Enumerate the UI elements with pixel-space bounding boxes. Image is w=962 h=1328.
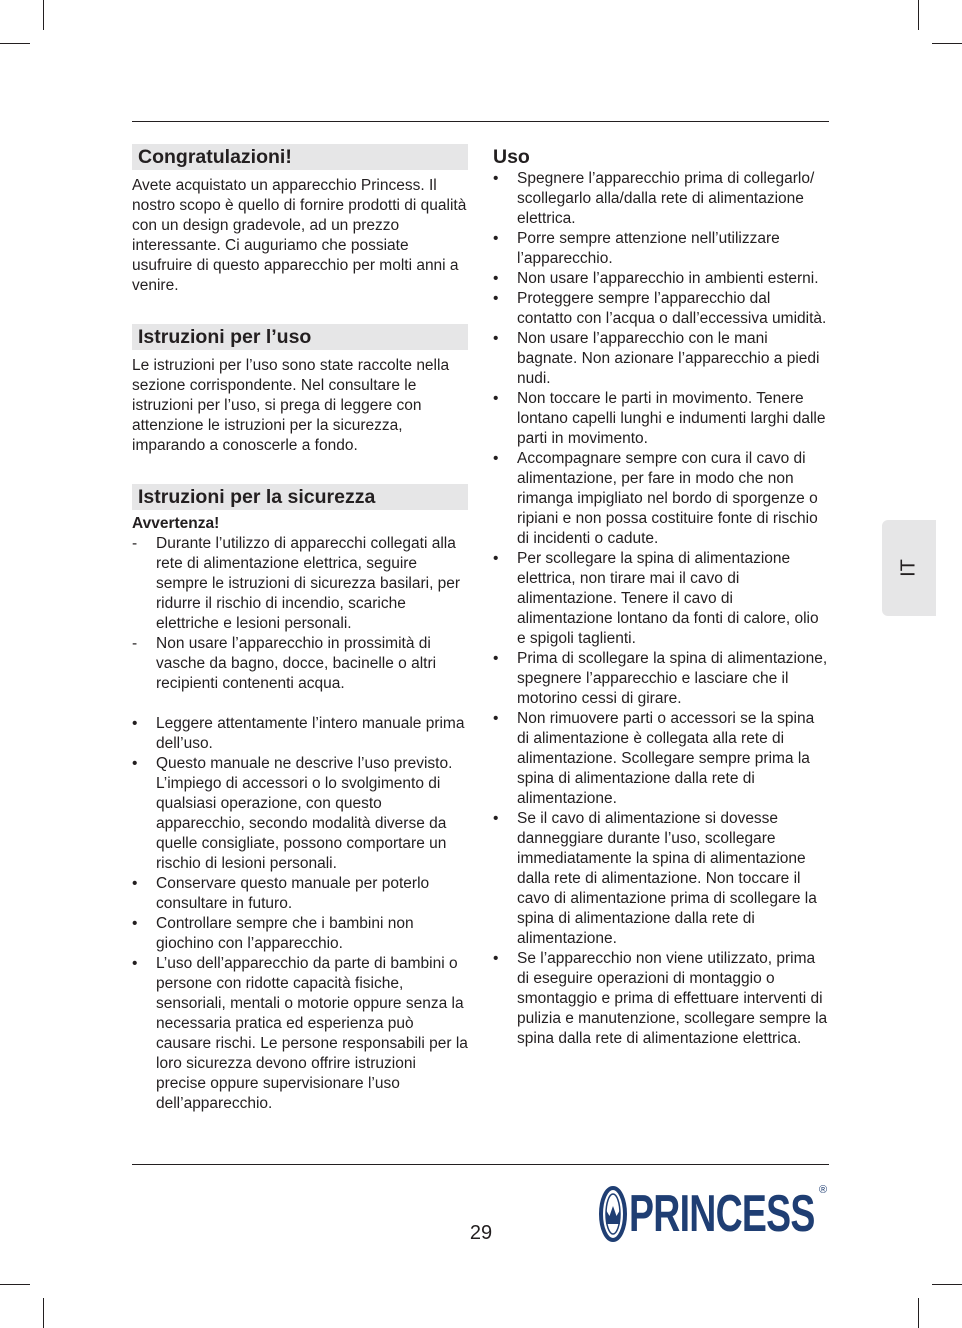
language-tab-label: IT: [897, 559, 920, 577]
crown-emblem-icon: [599, 1184, 629, 1244]
heading-congratulations: Congratulazioni!: [132, 144, 468, 170]
brand-name: PRINCESS: [629, 1185, 815, 1243]
bullet-marker: •: [132, 875, 138, 892]
congratulations-text: Avete acquistato un apparecchio Princess. Il nostro scopo è quello di fornire prodotti di qualità con un design gradevole, ad un prezzo interessante. Ci auguriamo che possiate usufruire di questo apparecchio per molti anni a venire.: [132, 177, 467, 294]
page-number: 29: [469, 1222, 493, 1244]
crop-mark: [932, 43, 962, 44]
language-tab: [882, 520, 936, 616]
list-item: • Prima di scollegare la spina di alimentazione, spegnere l’apparecchio e lasciare che il motorino cessi di girare.: [493, 650, 828, 707]
left-column: [132, 144, 468, 1114]
dash-marker: -: [132, 535, 138, 552]
list-item: • Porre sempre attenzione nell’utilizzare l’apparecchio.: [493, 230, 780, 267]
list-item: • L’uso dell’apparecchio da parte di bambini o persone con ridotte capacità fisiche, sensoriali, mentali o motorie oppure senza la necessaria pratica ed esperienza può causare rischi. Le persone responsabili per la loro sicurezza devono offrire istruzioni precise oppure supervisionare l’uso dell’apparecchio.: [132, 955, 468, 1112]
bullet-marker: •: [493, 450, 499, 467]
bullet-marker: •: [493, 270, 499, 287]
list-item: • Non toccare le parti in movimento. Tenere lontano capelli lunghi e indumenti larghi dalle parti in movimento.: [493, 390, 826, 447]
list-item: • Non rimuovere parti o accessori se la spina di alimentazione è collegata alla rete di alimentazione. Scollegare sempre prima la spina di alimentazione dalla rete di alimentazione.: [493, 710, 815, 807]
safety-bullet-list: [132, 714, 468, 1114]
bullet-marker: •: [493, 550, 499, 567]
list-item: • Questo manuale ne descrive l’uso previsto. L’impiego di accessori o lo svolgimento di qualsiasi operazione, con questo apparecchio, secondo modalità diverse da quelle consigliate, possono comportare un rischio di lesioni personali.: [132, 755, 453, 872]
crop-mark: [932, 1284, 962, 1285]
list-item: • Non usare l’apparecchio in ambienti esterni.: [493, 270, 819, 287]
bullet-marker: •: [493, 810, 499, 827]
use-bullet-list: [493, 169, 829, 1049]
list-item: • Proteggere sempre l’apparecchio dal contatto con l’acqua o dall’eccessiva umidità.: [493, 290, 827, 327]
bullet-marker: •: [493, 330, 499, 347]
crop-mark: [43, 0, 44, 30]
bullet-marker: •: [493, 650, 499, 667]
bullet-marker: •: [132, 755, 138, 772]
heading-safety: Istruzioni per la sicurezza: [132, 484, 468, 510]
list-item: • Non usare l’apparecchio con le mani bagnate. Non azionare l’apparecchio a piedi nudi.: [493, 330, 820, 387]
list-item: • Leggere attentamente l’intero manuale prima dell’uso.: [132, 715, 465, 752]
list-item: • Se il cavo di alimentazione si dovesse danneggiare durante l’uso, scollegare immediatamente la spina di alimentazione dalla rete di alimentazione. Non toccare il cavo di alimentazione prima di scollegare la spina di alimentazione dalla rete di alimentazione.: [493, 810, 817, 947]
list-item: • Accompagnare sempre con cura il cavo di alimentazione, per fare in modo che non rimanga impigliato nel bordo di sporgenze o ripiani e non possa costituire fonte di rischio di incidenti o cadute.: [493, 450, 818, 547]
list-item: • Conservare questo manuale per poterlo consultare in futuro.: [132, 875, 430, 912]
bullet-marker: •: [132, 715, 138, 732]
bullet-marker: •: [493, 710, 499, 727]
dash-marker: -: [132, 635, 138, 652]
dash-list: [132, 534, 468, 694]
bullet-marker: •: [493, 290, 499, 307]
warning-label: Avvertenza!: [132, 515, 220, 532]
list-item: • Controllare sempre che i bambini non giochino con l’apparecchio.: [132, 915, 414, 952]
crop-mark: [918, 0, 919, 30]
list-item: • Spegnere l’apparecchio prima di collegarlo/ scollegarlo alla/dalla rete di alimentazione elettrica.: [493, 170, 815, 227]
bullet-marker: •: [493, 390, 499, 407]
bottom-rule: [132, 1164, 829, 1165]
crop-mark: [918, 1298, 919, 1328]
list-item: - Non usare l’apparecchio in prossimità di vasche da bagno, docce, bacinelle o altri recipienti contenenti acqua.: [132, 635, 437, 692]
list-item: • Per scollegare la spina di alimentazione elettrica, non tirare mai il cavo di alimentazione. Tenere il cavo di alimentazione lontano da fonti di calore, olio e spigoli taglienti.: [493, 550, 819, 647]
list-item: - Durante l’utilizzo di apparecchi collegati alla rete di alimentazione elettrica, seguire sempre le istruzioni di sicurezza basilari, per ridurre il rischio di incendio, scariche elettriche e lesioni personali.: [132, 535, 461, 632]
right-column: [493, 144, 829, 1049]
crop-mark: [0, 1284, 30, 1285]
registered-mark: ®: [819, 1184, 828, 1196]
crop-mark: [0, 43, 30, 44]
instructions-text: Le istruzioni per l’uso sono state raccolte nella sezione corrispondente. Nel consultare le istruzioni per l’uso, si prega di leggere con attenzione le istruzioni per la sicurezza, imparando a conoscerle a fondo.: [132, 357, 450, 454]
top-rule: [132, 121, 829, 122]
princess-logo: [599, 1184, 831, 1244]
bullet-marker: •: [132, 955, 138, 972]
list-item: • Se l’apparecchio non viene utilizzato, prima di eseguire operazioni di montaggio o smontaggio e prima di effettuare interventi di pulizia e manutenzione, scollegare sempre la spina dalla rete di alimentazione elettrica.: [493, 950, 828, 1047]
crop-mark: [43, 1298, 44, 1328]
bullet-marker: •: [493, 950, 499, 967]
heading-instructions: Istruzioni per l’uso: [132, 324, 468, 350]
bullet-marker: •: [132, 915, 138, 932]
bullet-marker: •: [493, 170, 499, 187]
bullet-marker: •: [493, 230, 499, 247]
heading-use: Uso: [493, 146, 530, 168]
